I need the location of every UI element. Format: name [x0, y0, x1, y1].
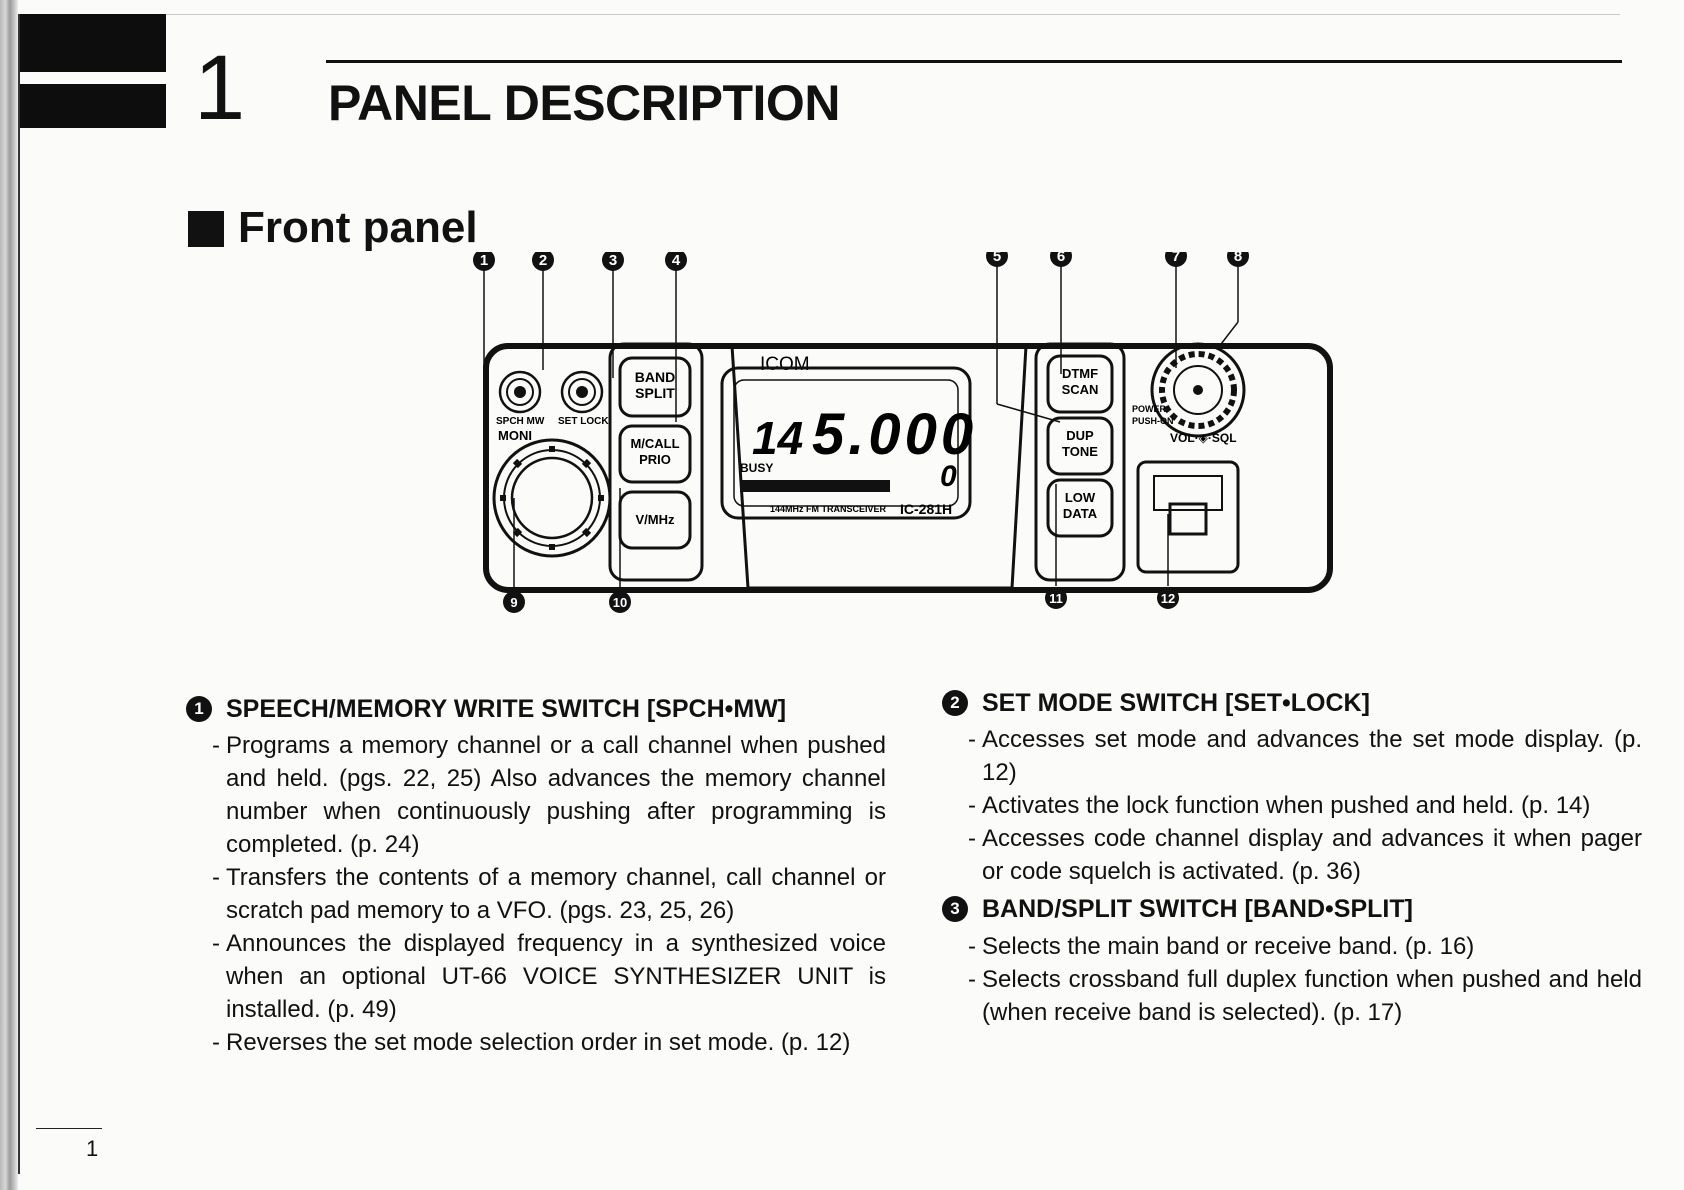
- callout-label-8: 8: [1233, 252, 1243, 265]
- list-item: - Transfers the contents of a memory channel, call channel or scratch pad memory to a VFO. (pgs. 23, 25, 26): [212, 864, 886, 925]
- binding-line: [18, 14, 20, 1174]
- list-item: - Accesses set mode and advances the set mode display. (p. 12): [968, 726, 1642, 787]
- list-item: - Selects crossband full duplex function when pushed and held (when receive band is selected). (p. 17): [968, 965, 1642, 1026]
- label-prio: PRIO: [639, 452, 671, 467]
- label-tone: TONE: [1062, 444, 1098, 459]
- spch-mw-items: [186, 729, 886, 1059]
- heading-text: SPEECH/MEMORY WRITE SWITCH [SPCH•MW]: [226, 695, 787, 723]
- callout-label-7: 7: [1171, 252, 1181, 265]
- callouts-top: [473, 252, 1249, 271]
- label-data: DATA: [1062, 506, 1098, 521]
- mic-jack: [1170, 504, 1206, 534]
- band-split-items: [942, 930, 1642, 1029]
- list-item: - Activates the lock function when pushed and held. (p. 14): [968, 792, 1591, 820]
- callout-label-10: 10: [612, 595, 628, 610]
- set-lock-items: [942, 723, 1642, 888]
- page-number-rule: [36, 1128, 102, 1129]
- chapter-number: 1: [194, 37, 246, 139]
- list-item: - Announces the displayed frequency in a synthesized voice when an optional UT-66 VOICE SYNTHESIZER UNIT is installed. (p. 49): [212, 930, 886, 1024]
- brand-logo: ICOM: [760, 354, 810, 375]
- heading-band-split: [942, 894, 1642, 925]
- label-vol-sql: VOL·◈·SQL: [1170, 431, 1237, 445]
- label-v-mhz: V/MHz: [635, 512, 675, 527]
- chassis-outline: [486, 346, 1330, 590]
- callout-label-5: 5: [992, 252, 1002, 265]
- label-dup: DUP: [1066, 428, 1094, 443]
- label-band: BAND: [634, 369, 676, 385]
- section-marker-square: [188, 211, 224, 247]
- heading-text: BAND/SPLIT SWITCH [BAND•SPLIT]: [982, 895, 1413, 924]
- chapter-tab-top: [20, 14, 166, 72]
- list-item: - Programs a memory channel or a call channel when pushed and held. (pgs. 22, 25) Also advances the memory channel number when continuously pushing after programming is completed. (p. 24): [212, 732, 886, 859]
- left-column: [186, 694, 886, 1065]
- list-item: - Selects the main band or receive band. (p. 16): [968, 932, 1475, 960]
- title-rule: [326, 60, 1622, 63]
- callout-label-4: 4: [671, 252, 681, 269]
- set-lock-knob: [562, 372, 602, 412]
- scan-edge-strip: [0, 0, 18, 1190]
- front-panel-diagram: [470, 252, 1350, 662]
- heading-number-badge: 3: [942, 896, 968, 922]
- top-rule: [20, 14, 1620, 15]
- label-mcall: M/CALL: [630, 436, 680, 451]
- section-title: Front panel: [238, 203, 478, 252]
- callout-label-12: 12: [1160, 591, 1176, 606]
- label-push-on: PUSH-ON: [1132, 416, 1174, 426]
- lcd-busy: BUSY: [740, 461, 774, 475]
- callout-label-6: 6: [1056, 252, 1066, 265]
- heading-number-badge: 2: [942, 690, 968, 716]
- lcd-channel: 0: [940, 460, 957, 493]
- label-split: SPLIT: [635, 385, 675, 401]
- label-set-lock: SET LOCK: [558, 416, 609, 427]
- list-item: - Accesses code channel display and advances it when pager or code squelch is activated. (p. 36): [968, 825, 1642, 886]
- callout-label-11: 11: [1049, 591, 1063, 606]
- center-bezel: [732, 346, 1026, 588]
- model-line: 144MHz FM TRANSCEIVER: [770, 504, 887, 514]
- right-column: [942, 688, 1642, 1035]
- label-dtmf: DTMF: [1061, 366, 1099, 381]
- label-scan: SCAN: [1061, 382, 1099, 397]
- callout-label-1: 1: [479, 252, 489, 269]
- model-name: IC-281H: [900, 501, 953, 517]
- spch-mw-knob: [500, 372, 540, 412]
- callout-label-3: 3: [608, 252, 618, 269]
- s-meter-bar: [740, 480, 890, 492]
- label-low: LOW: [1064, 490, 1096, 505]
- callout-label-9: 9: [510, 595, 518, 610]
- chapter-tab-bottom: [20, 84, 166, 128]
- lcd-frequency-prefix: 14: [752, 412, 804, 464]
- list-item: - Reverses the set mode selection order in set mode. (p. 12): [212, 1029, 851, 1057]
- label-moni: MONI: [498, 428, 532, 443]
- label-spch-mw: SPCH MW: [496, 416, 545, 427]
- left-dial: [494, 440, 610, 556]
- heading-spch-mw: [186, 694, 886, 725]
- heading-text: SET MODE SWITCH [SET•LOCK]: [982, 689, 1370, 717]
- callout-label-2: 2: [538, 252, 548, 269]
- heading-set-lock: [942, 688, 1642, 719]
- heading-number-badge: 1: [186, 696, 212, 722]
- label-power: POWER: [1132, 404, 1167, 414]
- lcd-frequency: 5.000: [812, 402, 978, 467]
- page-number: 1: [86, 1136, 99, 1161]
- page-title: PANEL DESCRIPTION: [328, 75, 840, 131]
